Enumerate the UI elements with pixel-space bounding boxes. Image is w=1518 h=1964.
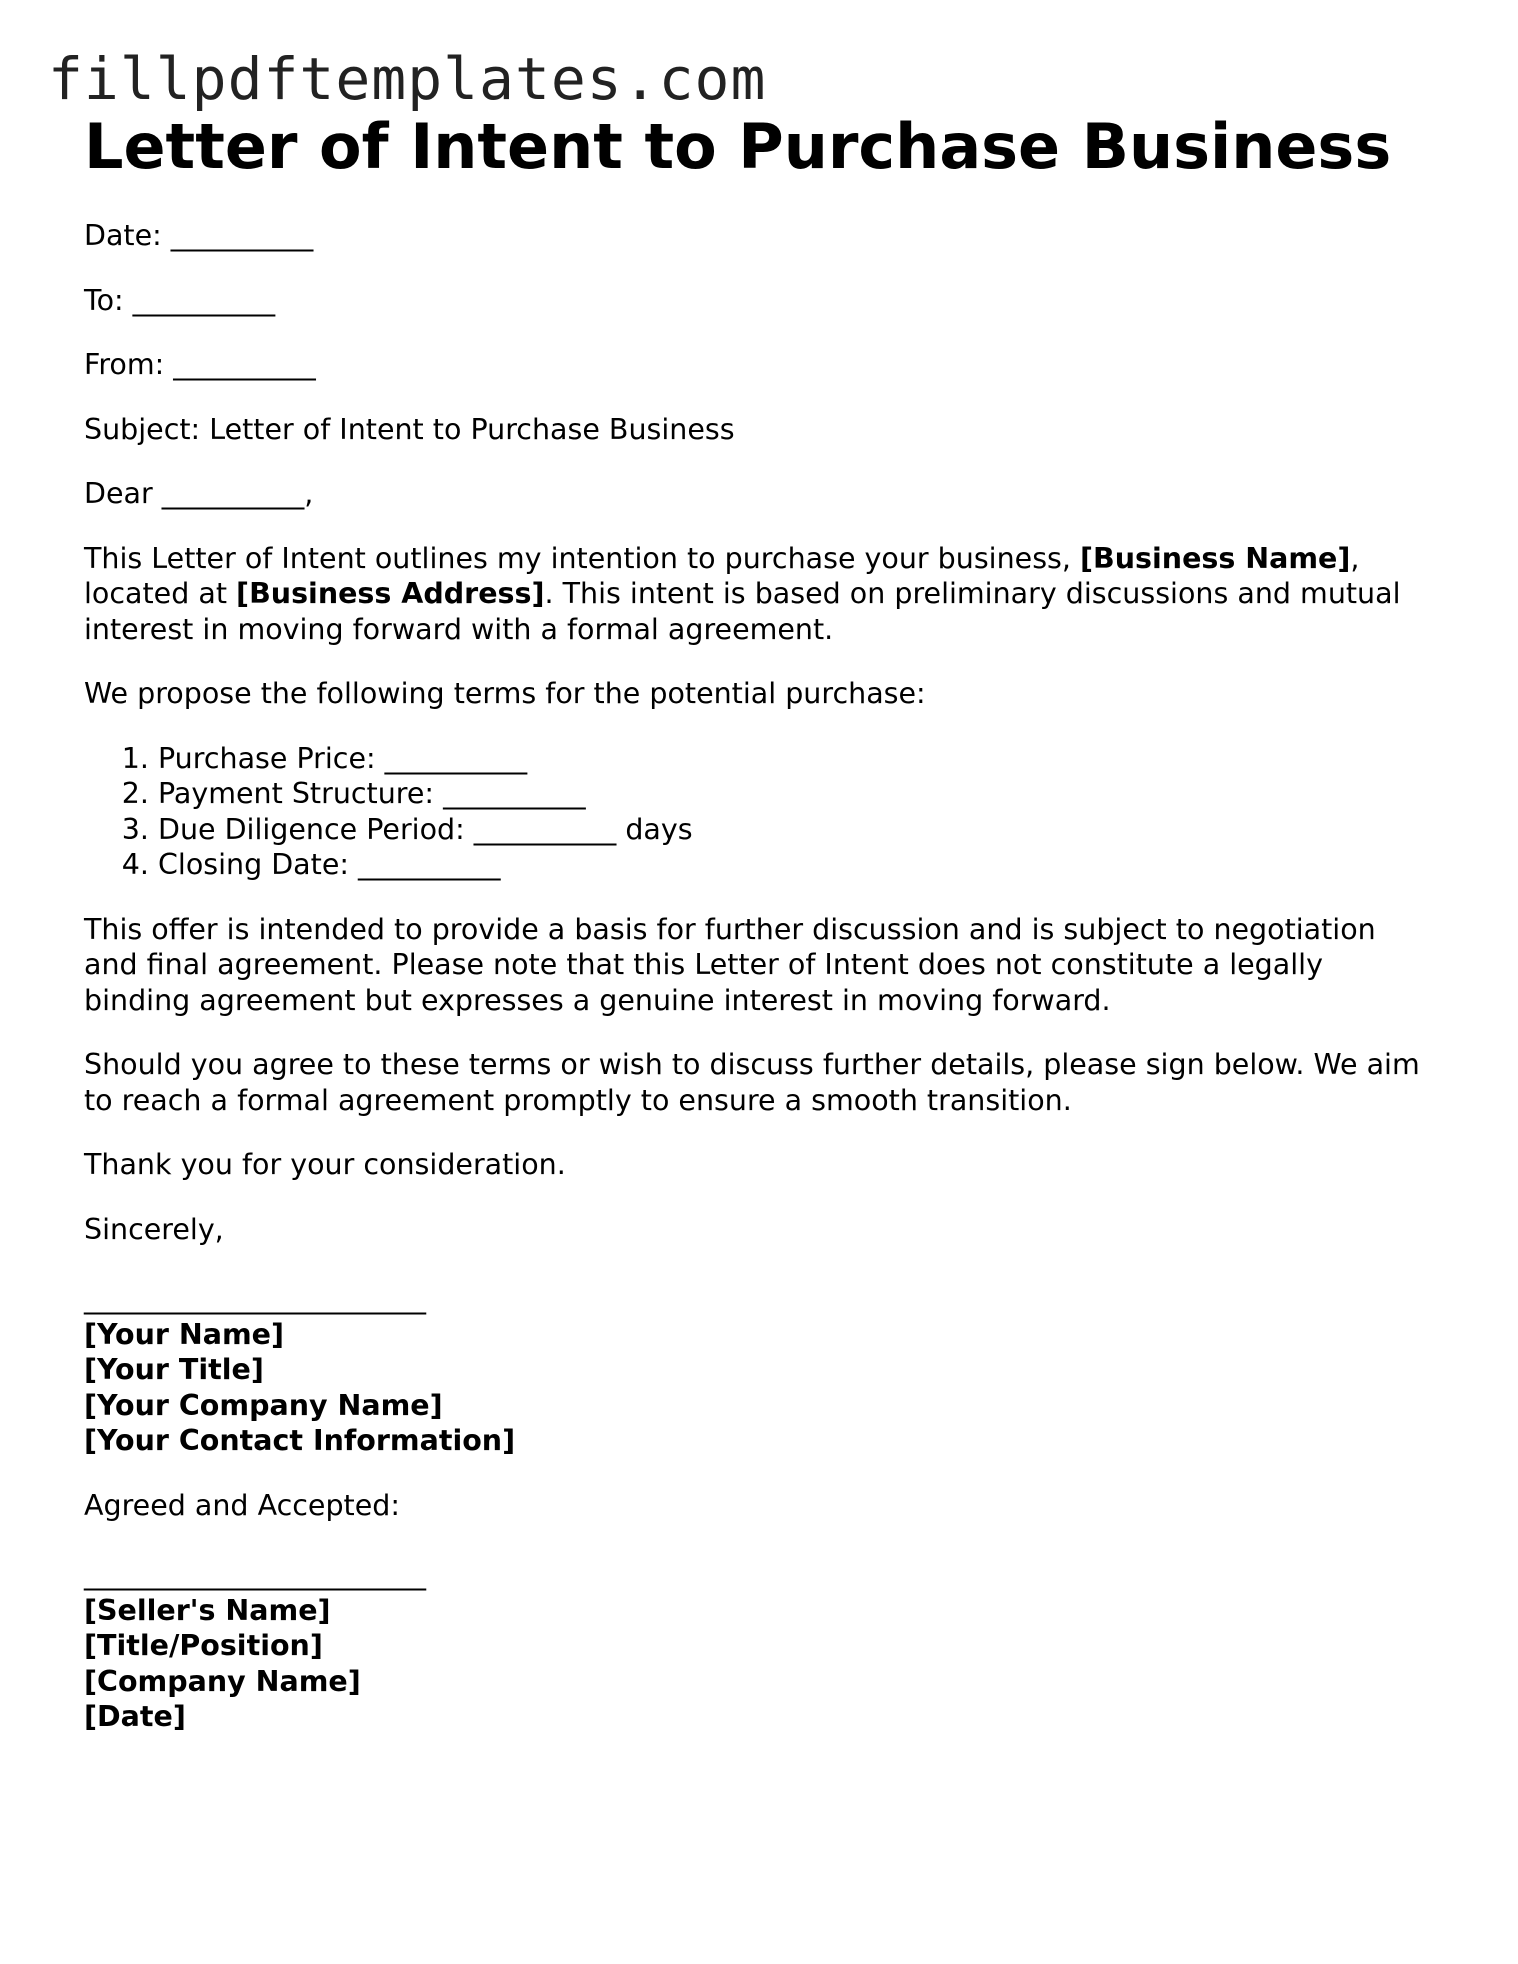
- buyer-signature-line[interactable]: ________________________: [84, 1282, 426, 1315]
- seller-name: [Seller's Name]: [84, 1593, 331, 1627]
- subject-line: Subject: Letter of Intent to Purchase Business: [84, 412, 735, 446]
- term-closing-date[interactable]: 4. Closing Date: __________: [158, 847, 1464, 883]
- intro-paragraph: [84, 541, 1454, 648]
- buyer-name: [Your Name]: [84, 1317, 285, 1351]
- seller-date: [Date]: [84, 1700, 186, 1733]
- intro-text-1: This Letter of Intent outlines my intention to purchase your business,: [84, 541, 1081, 575]
- site-watermark: fillpdftemplates.com: [48, 45, 767, 113]
- letter-body: [84, 218, 1464, 1735]
- terms-list: [84, 741, 1464, 883]
- agreement-paragraph: Should you agree to these terms or wish to discuss further details, please sign below. We aim to reach a formal agreement promptly to ensure a smooth transition.: [84, 1048, 1420, 1117]
- from-field[interactable]: From: __________: [84, 348, 316, 381]
- buyer-company: [Your Company Name]: [84, 1388, 443, 1422]
- seller-signature-line[interactable]: ________________________: [84, 1558, 426, 1591]
- seller-title: [Title/Position]: [84, 1629, 323, 1662]
- terms-intro: We propose the following terms for the potential purchase:: [84, 677, 926, 710]
- term-due-diligence-period[interactable]: 3. Due Diligence Period: __________ days: [158, 812, 1464, 848]
- buyer-title: [Your Title]: [84, 1353, 264, 1386]
- seller-signature-block: [84, 1593, 1464, 1735]
- accepted-label: Agreed and Accepted:: [84, 1488, 400, 1522]
- seller-company: [Company Name]: [84, 1664, 361, 1698]
- business-address-placeholder: [Business Address]: [236, 577, 545, 610]
- term-purchase-price[interactable]: 1. Purchase Price: __________: [158, 741, 1464, 777]
- closing-line: Sincerely,: [84, 1212, 224, 1246]
- to-field[interactable]: To: __________: [84, 283, 276, 317]
- intro-text-3: . This intent is based on preliminary discussions and mutual interest in moving forward with a formal agreement.: [84, 577, 1401, 646]
- document-title: Letter of Intent to Purchase Business: [84, 110, 1392, 183]
- letter-document: [84, 108, 1464, 1764]
- buyer-signature-block: [84, 1317, 1464, 1459]
- term-payment-structure[interactable]: 2. Payment Structure: __________: [158, 776, 1464, 812]
- intro-text-2: , located at: [84, 541, 1360, 610]
- date-field[interactable]: Date: __________: [84, 219, 314, 252]
- business-name-placeholder: [Business Name]: [1080, 541, 1351, 575]
- salutation-field[interactable]: Dear __________,: [84, 477, 314, 510]
- buyer-contact: [Your Contact Information]: [84, 1424, 516, 1457]
- offer-paragraph: This offer is intended to provide a basis for further discussion and is subject to negotiation and final agreement. Please note that this Letter of Intent does not constitute a legally binding agreement but expresses a genuine interest in moving forward.: [84, 912, 1376, 1017]
- thanks-line: Thank you for your consideration.: [84, 1148, 566, 1181]
